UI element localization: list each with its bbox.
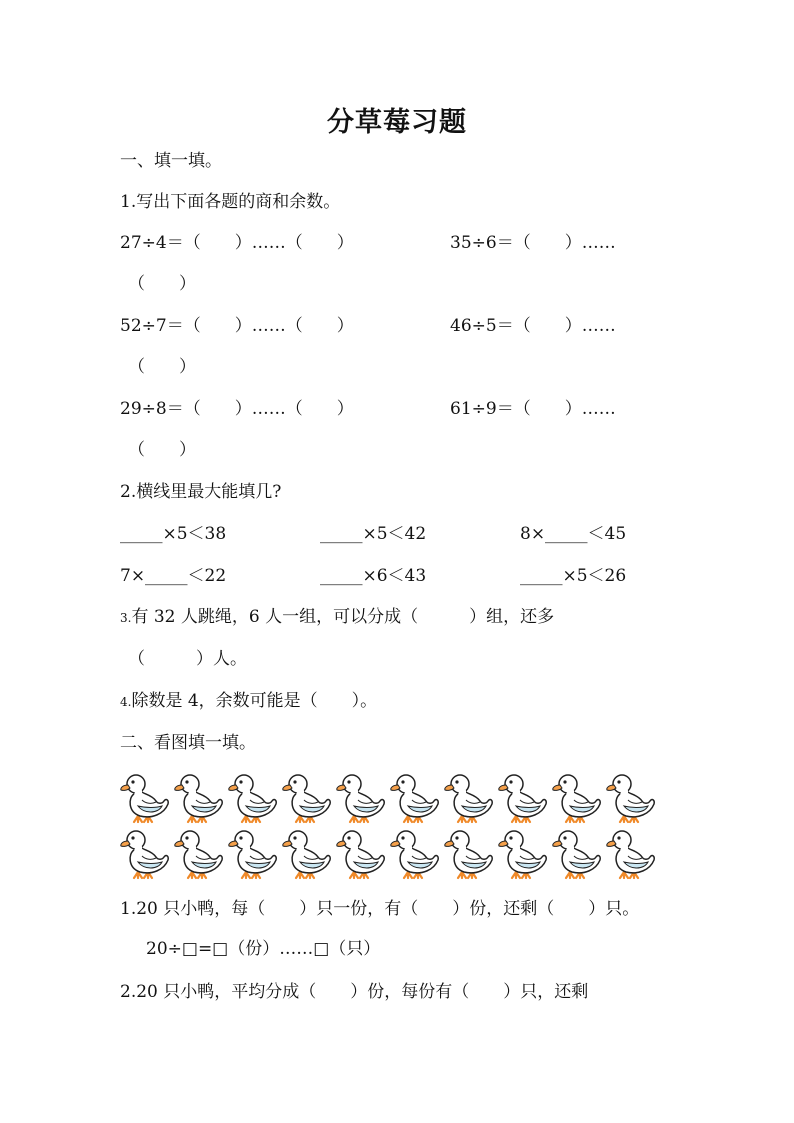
duck-icon (334, 768, 388, 824)
duck-icon (118, 824, 172, 880)
q1-row2-wrap: （ ） (128, 357, 196, 377)
duck-icon (604, 768, 658, 824)
duck-icon (280, 768, 334, 824)
q2-row2-item1: 7×_____＜22 (120, 566, 227, 586)
q2-row2-item2: _____×6＜43 (320, 566, 427, 586)
q1-row1-wrap: （ ） (128, 274, 196, 294)
q1-row1-right: 35÷6＝（ ）…… (450, 233, 616, 253)
q1-row3-right: 61÷9＝（ ）…… (450, 399, 616, 419)
duck-row (118, 768, 658, 824)
q4-text: 除数是 4，余数可能是（ ）。 (131, 691, 378, 711)
duck-row (118, 824, 658, 880)
q2-heading: 2.横线里最大能填几? (120, 482, 282, 502)
section-1-heading: 一、填一填。 (120, 151, 222, 171)
q4-number: 4. (120, 695, 132, 709)
q3-text: 有 32 人跳绳，6 人一组，可以分成（ ）组，还多 (131, 607, 555, 627)
duck-icon (280, 824, 334, 880)
q1-row3-left: 29÷8＝（ ）……（ ） (120, 399, 354, 419)
p1-equation: 20÷□=□（份）……□（只） (146, 939, 381, 959)
q1-row2-left: 52÷7＝（ ）……（ ） (120, 316, 354, 336)
duck-icon (496, 824, 550, 880)
q1-row1-left: 27÷4＝（ ）……（ ） (120, 233, 354, 253)
duck-icon (334, 824, 388, 880)
q2-row1-item1: _____×5＜38 (120, 524, 227, 544)
duck-icon (226, 824, 280, 880)
q4-line (120, 690, 377, 713)
duck-icon (442, 768, 496, 824)
section-2-heading: 二、看图填一填。 (120, 733, 256, 753)
duck-icon (550, 824, 604, 880)
duck-icon (604, 824, 658, 880)
duck-icon (388, 768, 442, 824)
q3-number: 3. (120, 611, 132, 625)
duck-icon (442, 824, 496, 880)
p1-question: 1.20 只小鸭，每（ ）只一份，有（ ）份，还剩（ ）只。 (120, 899, 640, 919)
q1-heading: 1.写出下面各题的商和余数。 (120, 192, 341, 212)
q2-row1-item3: 8×_____＜45 (520, 524, 627, 544)
duck-picture (118, 768, 658, 880)
q3-continuation: （ ）人。 (128, 649, 247, 669)
q2-row1-item2: _____×5＜42 (320, 524, 427, 544)
q1-row3-wrap: （ ） (128, 440, 196, 460)
duck-icon (226, 768, 280, 824)
duck-icon (388, 824, 442, 880)
q1-row2-right: 46÷5＝（ ）…… (450, 316, 616, 336)
q3-line (120, 606, 554, 629)
page-title: 分草莓习题 (327, 107, 467, 138)
q2-row2-item3: _____×5＜26 (520, 566, 627, 586)
duck-icon (172, 824, 226, 880)
duck-icon (172, 768, 226, 824)
duck-icon (496, 768, 550, 824)
duck-icon (550, 768, 604, 824)
duck-icon (118, 768, 172, 824)
p2-question: 2.20 只小鸭，平均分成（ ）份，每份有（ ）只，还剩 (120, 982, 589, 1002)
